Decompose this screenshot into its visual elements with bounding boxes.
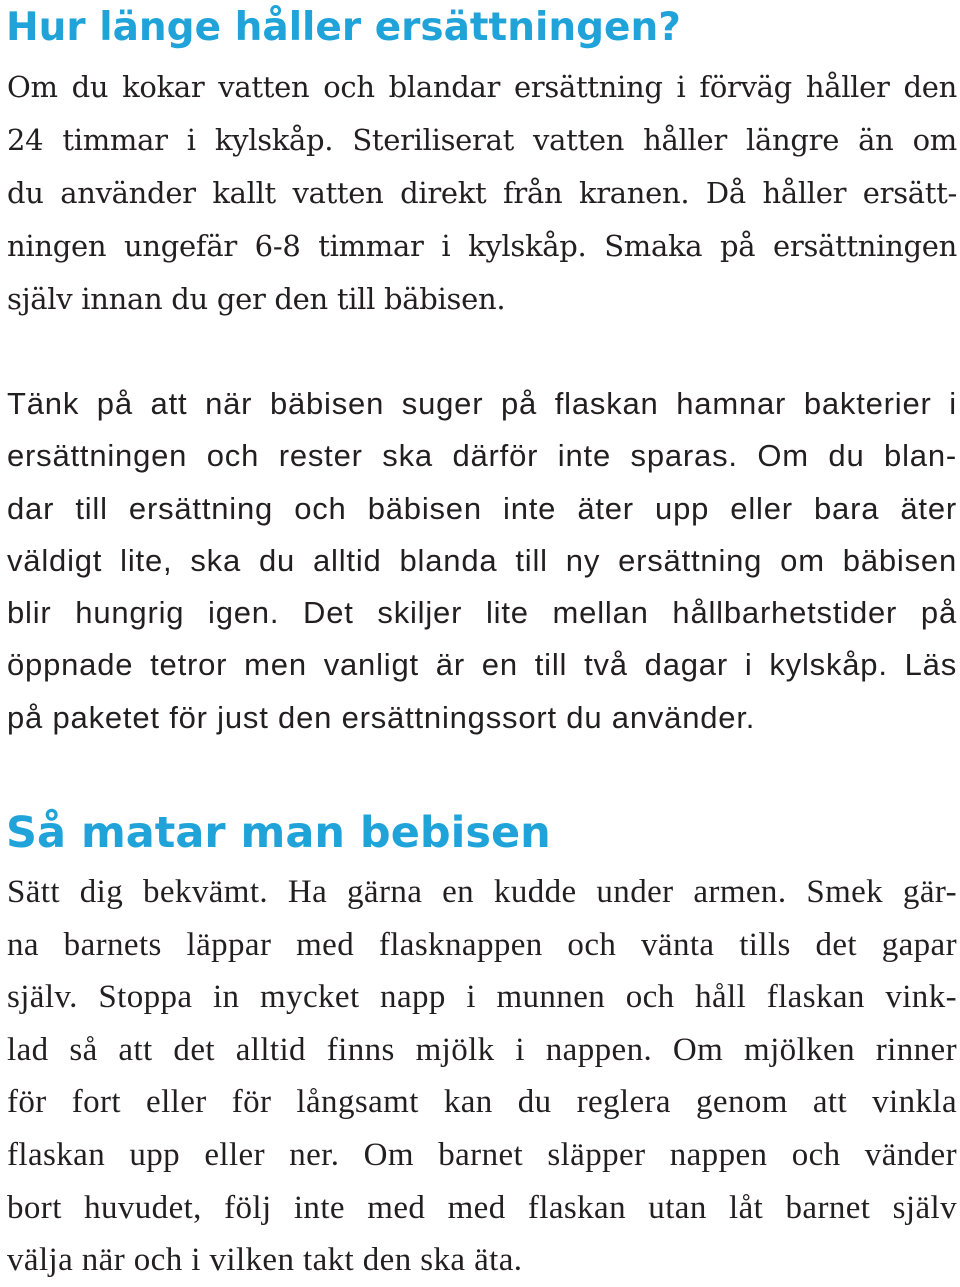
text-line: dar till ersättning och bäbisen inte äter upp eller bara äter: [7, 490, 957, 526]
text-line: själv innan du ger den till bäbisen.: [7, 282, 506, 316]
text-line: du använder kallt vatten direkt från kranen. Då håller ersätt-: [7, 176, 957, 210]
text-line: bort huvudet, följ inte med med flaskan utan låt barnet själv: [7, 1189, 957, 1226]
text-line: öppnade tetror men vanligt är en till två dagar i kylskåp. Läs: [7, 647, 957, 683]
text-line: för fort eller för långsamt kan du reglera genom att vinkla: [7, 1084, 957, 1121]
section-heading-formula-duration: Hur länge håller ersättningen?: [6, 5, 681, 50]
text-line: Tänk på att när bäbisen suger på flaskan hamnar bakterier i: [7, 386, 957, 421]
text-line: flaskan upp eller ner. Om barnet släpper nappen och vänder: [7, 1136, 957, 1173]
paragraph-mixing-storage: [7, 61, 957, 326]
section-heading-feeding: Så matar man bebisen: [6, 808, 551, 858]
paragraph-feeding-instructions: [7, 866, 957, 1287]
text-line: blir hungrig igen. Det skiljer lite mellan hållbarhetstider på: [7, 595, 957, 631]
text-line: på paketet för just den ersättningssort du använder.: [7, 699, 756, 735]
text-line: Sätt dig bekvämt. Ha gärna en kudde under armen. Smek gär-: [7, 874, 957, 910]
text-line: na barnets läppar med flasknappen och vänta tills det gapar: [7, 926, 957, 963]
text-line: lad så att det alltid finns mjölk i nappen. Om mjölken rinner: [7, 1031, 957, 1068]
text-line: själv. Stoppa in mycket napp i munnen och håll flaskan vink-: [7, 979, 957, 1016]
text-line: Om du kokar vatten och blandar ersättning i förväg håller den: [7, 70, 957, 104]
text-line: ersättningen och rester ska därför inte sparas. Om du blan-: [7, 438, 957, 474]
paragraph-bacteria-leftovers: [7, 378, 957, 744]
text-line: väldigt lite, ska du alltid blanda till ny ersättning om bäbisen: [7, 542, 957, 578]
text-line: ningen ungefär 6-8 timmar i kylskåp. Smaka på ersättningen: [7, 229, 957, 263]
text-line: välja när och i vilken takt den ska äta.: [7, 1242, 523, 1279]
text-line: 24 timmar i kylskåp. Steriliserat vatten håller längre än om: [7, 123, 957, 157]
